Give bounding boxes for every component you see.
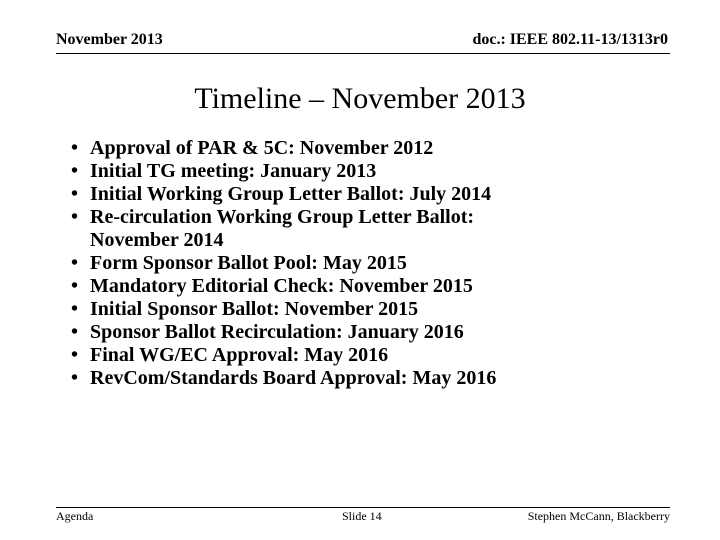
- bullet-dot-icon: •: [71, 206, 79, 228]
- bullet-text-line: Form Sponsor Ballot Pool: May 2015: [90, 252, 407, 274]
- bullet-text-line: Re-circulation Working Group Letter Ballot:: [90, 206, 475, 228]
- header-date: November 2013: [56, 31, 163, 48]
- bullet-item: [71, 183, 691, 206]
- bullet-dot-icon: •: [71, 298, 79, 320]
- bullet-item: [71, 160, 691, 183]
- bullet-item: [71, 367, 691, 390]
- bullet-dot-icon: •: [71, 367, 79, 389]
- bullet-item: [71, 137, 691, 160]
- header-doc-id: doc.: IEEE 802.11-13/1313r0: [472, 31, 668, 48]
- bullet-item: [71, 321, 691, 344]
- bullet-text-line: November 2014: [90, 229, 224, 251]
- bullet-dot-icon: •: [71, 160, 79, 182]
- bullet-dot-icon: •: [71, 321, 79, 343]
- bullet-list: [71, 137, 691, 390]
- footer-divider: [56, 507, 670, 508]
- bullet-item: [71, 298, 691, 321]
- bullet-item: [71, 206, 691, 252]
- bullet-text-line: Sponsor Ballot Recirculation: January 2016: [90, 321, 464, 343]
- bullet-dot-icon: •: [71, 137, 79, 159]
- bullet-text-line: Approval of PAR & 5C: November 2012: [90, 137, 434, 159]
- bullet-dot-icon: •: [71, 275, 79, 297]
- footer-author: Stephen McCann, Blackberry: [527, 509, 670, 523]
- header-divider: [56, 53, 670, 54]
- footer-slide-number: Slide 14: [342, 509, 382, 523]
- bullet-text-line: Initial Sponsor Ballot: November 2015: [90, 298, 419, 320]
- bullet-item: [71, 344, 691, 367]
- bullet-dot-icon: •: [71, 183, 79, 205]
- slide-title: Timeline – November 2013: [194, 82, 526, 115]
- footer-agenda: Agenda: [56, 509, 94, 523]
- bullet-text-line: RevCom/Standards Board Approval: May 2016: [90, 367, 497, 389]
- bullet-item: [71, 252, 691, 275]
- bullet-text-line: Initial Working Group Letter Ballot: July 2014: [90, 183, 492, 205]
- bullet-dot-icon: •: [71, 252, 79, 274]
- bullet-item: [71, 275, 691, 298]
- bullet-text-line: Mandatory Editorial Check: November 2015: [90, 275, 473, 297]
- bullet-dot-icon: •: [71, 344, 79, 366]
- bullet-text-line: Initial TG meeting: January 2013: [90, 160, 377, 182]
- bullet-text-line: Final WG/EC Approval: May 2016: [90, 344, 389, 366]
